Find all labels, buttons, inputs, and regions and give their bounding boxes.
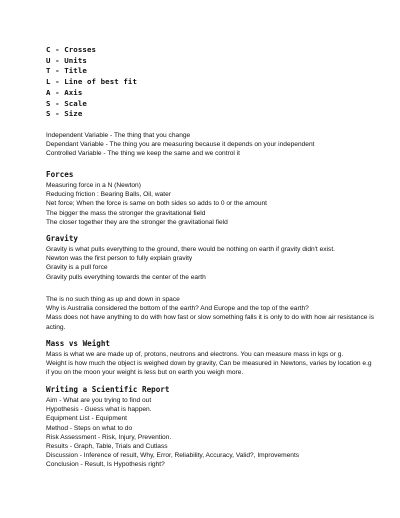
section-heading: Mass vs Weight — [46, 339, 111, 348]
acronym-item: C - Crosses — [46, 45, 97, 54]
note-line: The is no such thing as up and down in space — [46, 296, 180, 303]
section-heading: Gravity — [46, 234, 79, 243]
note-line: Newton was the first person to fully explain gravity — [46, 255, 193, 263]
variables-section — [46, 131, 376, 159]
graph-acronym-list — [46, 45, 376, 120]
space-section — [46, 295, 376, 332]
note-line: Weight is how much the object is weighed down by gravity, Can be measured in Newtons, varies by location e.g if you on the moon your weight is less but on earth you weigh more. — [46, 360, 372, 377]
note-line: The closer together they are the stronger the gravitational field — [46, 218, 228, 226]
variable-definition: Controlled Variable - The thing we keep the same and we control it — [46, 150, 241, 158]
note-line: Gravity is what pulls everything to the ground, there would be nothing on earth if gravity didn't exist. — [46, 246, 335, 253]
note-line: Discussion - Inference of result, Why, Error, Reliability, Accuracy, Valid?, Improvements — [46, 452, 300, 460]
note-line: Gravity is a pull force — [46, 264, 108, 272]
note-line: The bigger the mass the stronger the gravitational field — [46, 209, 206, 217]
note-line: Measuring force in a N (Newton) — [46, 182, 141, 189]
note-line: Mass does not have anything to do with how fast or slow something falls it is only to do with how air resistance is acting. — [46, 314, 375, 331]
note-line: Gravity pulls everything towards the center of the earth — [46, 273, 206, 281]
note-line: Equipment List - Equipment — [46, 415, 127, 423]
note-line: Hypothesis - Guess what is happen. — [46, 406, 152, 414]
note-line: Why is Australia considered the bottom of the earth? And Europe and the top of the earth? — [46, 305, 309, 313]
acronym-item: L - Line of best fit — [46, 77, 137, 87]
acronym-item: S - Size — [46, 109, 83, 119]
note-line: Reducing friction : Bearing Balls, Oil, water — [46, 191, 171, 199]
note-line: Mass is what we are made up of, protons, neutrons and electrons. You can measure mass in kgs or g. — [46, 351, 344, 358]
note-line: Net force; When the force is same on both sides so adds to 0 or the amount — [46, 200, 268, 208]
acronym-item: T - Title — [46, 66, 87, 76]
note-line: Risk Assessment - Risk, Injury, Prevention. — [46, 433, 172, 441]
forces-section — [46, 170, 376, 227]
note-line: Aim - What are you trying to find out — [46, 397, 152, 404]
acronym-item: A - Axis — [46, 87, 83, 97]
note-line: Method - Steps on what to do — [46, 424, 133, 432]
section-heading: Writing a Scientific Report — [46, 385, 170, 394]
note-line: Results - Graph, Table, Trials and Cutlass — [46, 443, 168, 451]
section-heading: Forces — [46, 170, 74, 179]
scientific-report-section — [46, 385, 376, 470]
note-line: Conclusion - Result, Is Hypothesis right? — [46, 461, 165, 469]
acronym-item: U - Units — [46, 55, 87, 65]
variable-definition: Dependant Variable - The thing you are measuring because it depends on your independent — [46, 141, 315, 149]
variable-definition: Independent Variable - The thing that you change — [46, 132, 191, 139]
acronym-item: S - Scale — [46, 98, 87, 108]
mass-vs-weight-section — [46, 339, 376, 378]
gravity-section — [46, 234, 376, 282]
